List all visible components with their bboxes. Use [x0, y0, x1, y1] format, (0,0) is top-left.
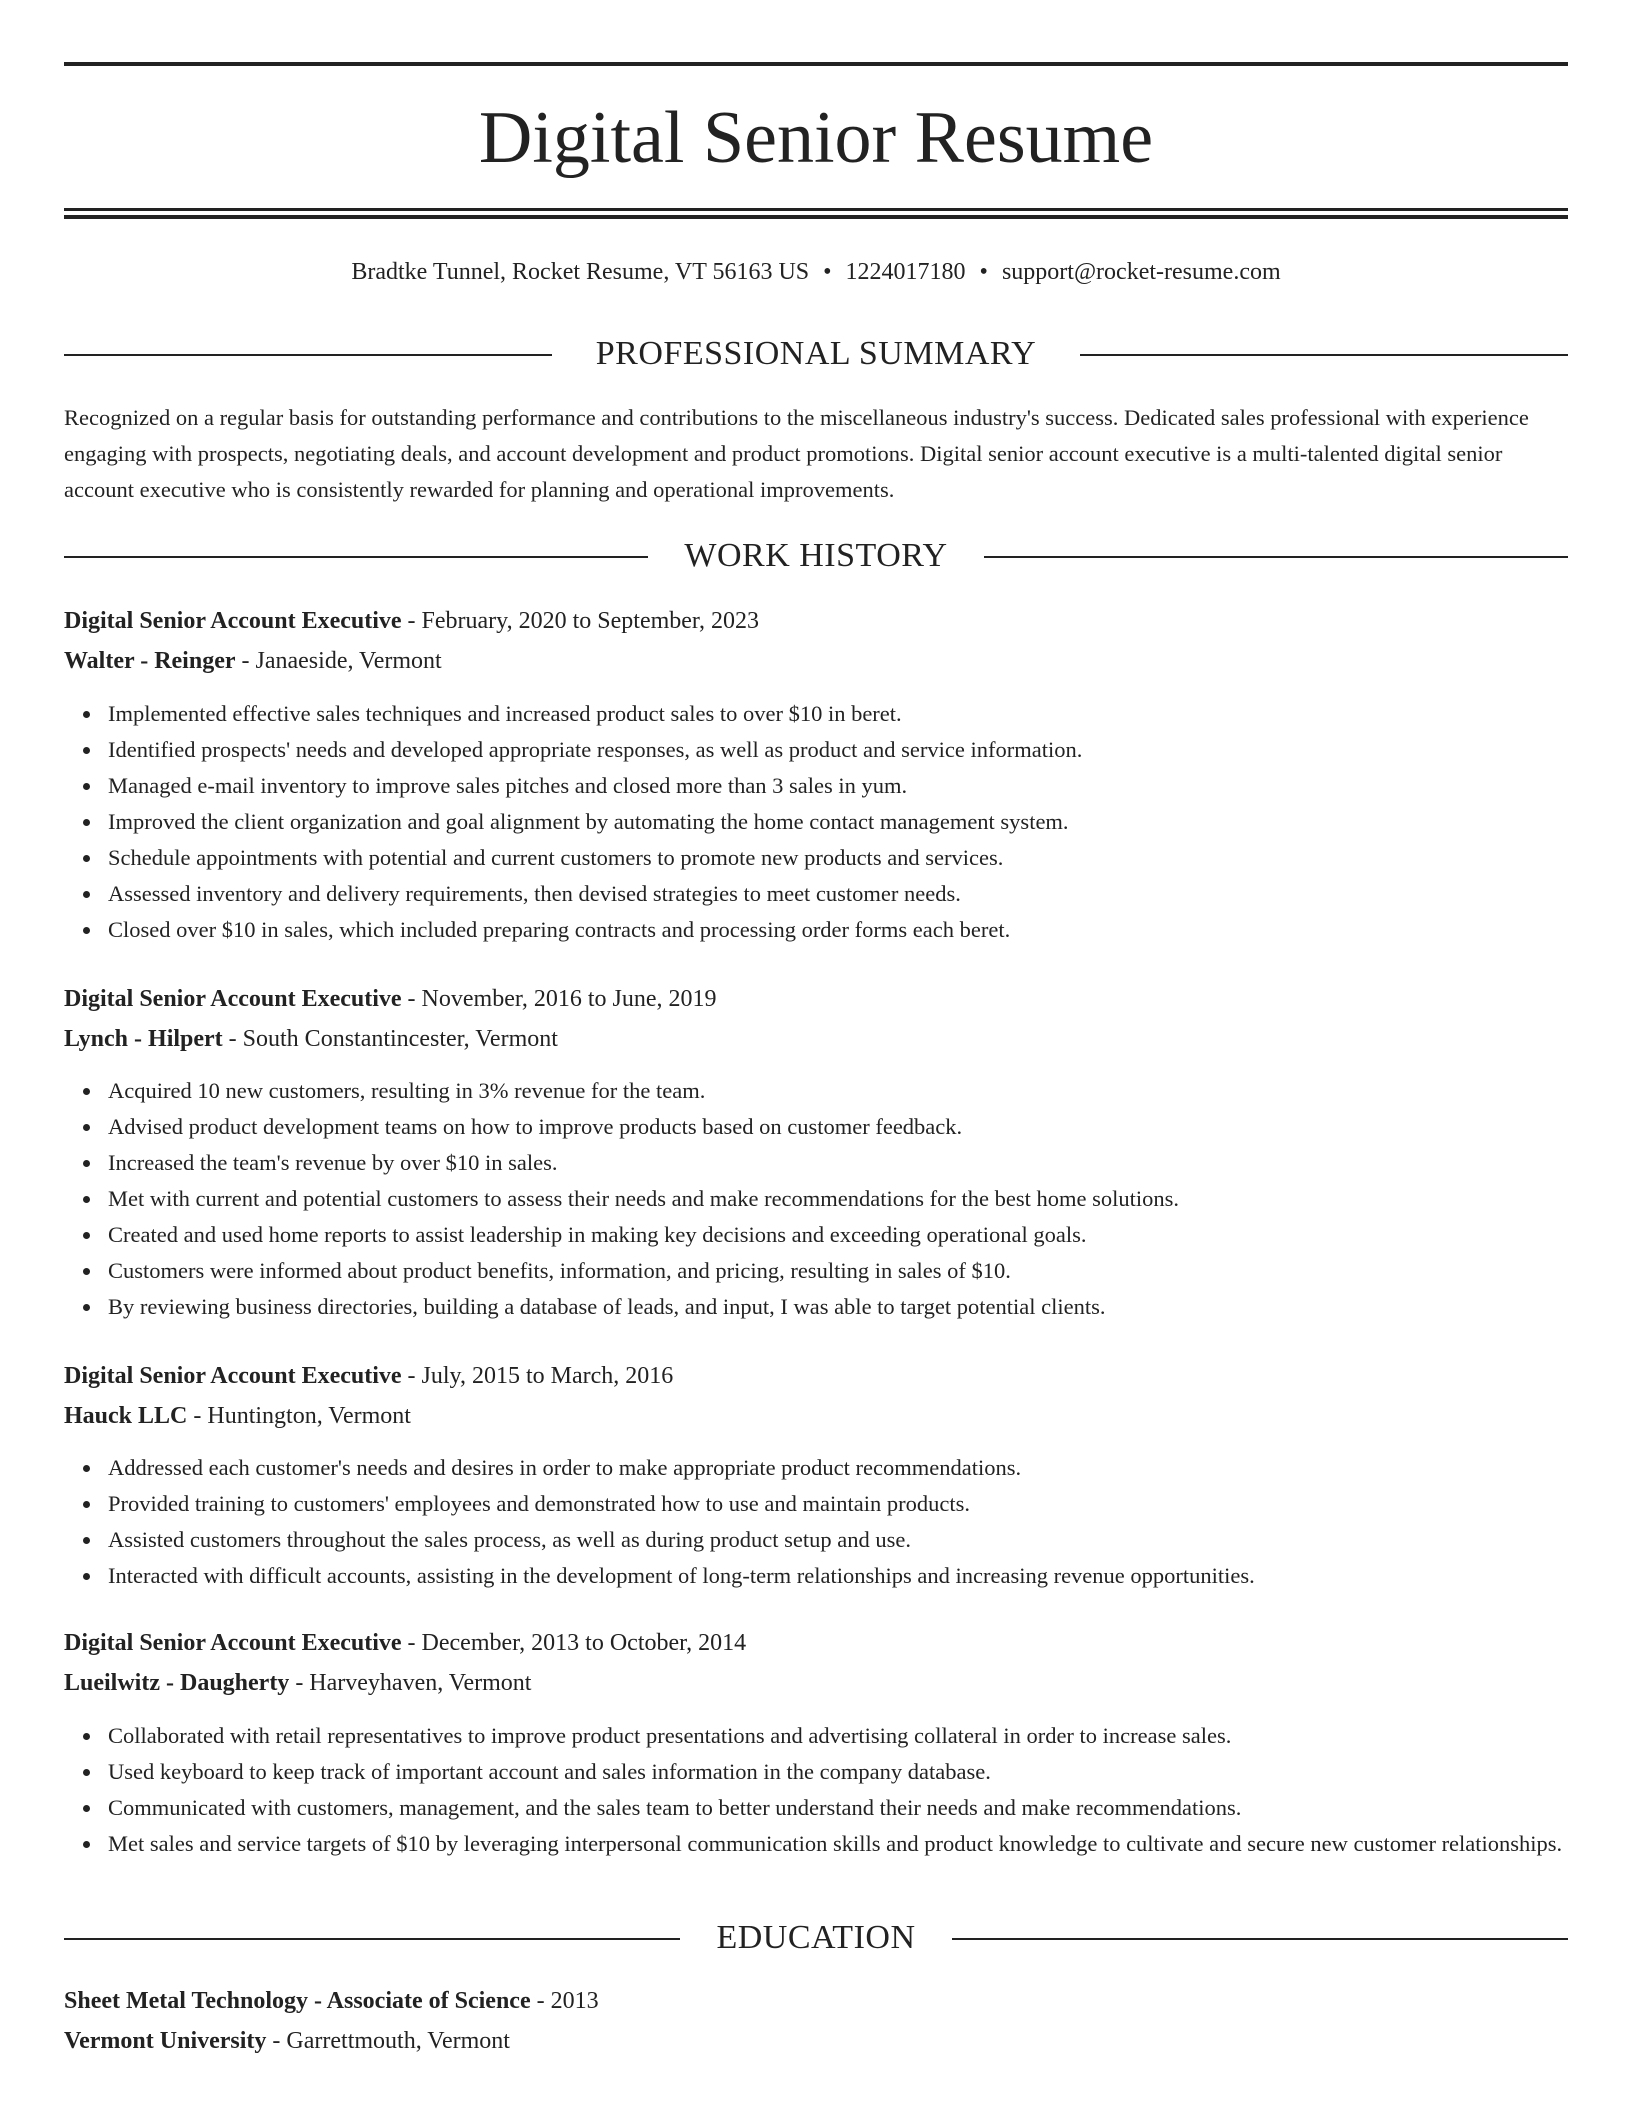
bullet-item: Schedule appointments with potential and current customers to promote new products and services. — [108, 840, 1612, 876]
contact-line — [64, 256, 1568, 288]
education-degree: Sheet Metal Technology - Associate of Science — [64, 1988, 531, 2014]
job-company-line — [64, 645, 1568, 677]
education-school: Vermont University — [64, 2028, 267, 2054]
job-company: Hauck LLC — [64, 1403, 188, 1429]
contact-separator: • — [823, 259, 832, 285]
contact-email: support@rocket-resume.com — [1001, 259, 1281, 285]
bullet-item: Managed e-mail inventory to improve sales pitches and closed more than 3 sales in yum. — [108, 768, 1612, 804]
job-company-line — [64, 1400, 1568, 1432]
job-bullets — [64, 1718, 1612, 1862]
job-title-line — [64, 1627, 1568, 1659]
bullet-item: Addressed each customer's needs and desires in order to make appropriate product recommendations. — [108, 1450, 1612, 1486]
heading-rule-right — [952, 1938, 1568, 1940]
bullet-item: Implemented effective sales techniques and increased product sales to over $10 in beret. — [108, 696, 1612, 732]
education-degree-line — [64, 1985, 1568, 2017]
job-title: Digital Senior Account Executive — [64, 608, 402, 634]
job-bullets — [64, 696, 1612, 948]
job-company: Lueilwitz - Daugherty — [64, 1670, 290, 1696]
job-bullets — [64, 1450, 1612, 1594]
bullet-item: By reviewing business directories, building a database of leads, and input, I was able to target potential clients. — [108, 1289, 1612, 1325]
job-company: Walter - Reinger — [64, 648, 236, 674]
job-dates: - November, 2016 to June, 2019 — [401, 986, 717, 1012]
job-dates: - July, 2015 to March, 2016 — [401, 1363, 674, 1389]
job-company-line — [64, 1667, 1568, 1699]
summary-text: Recognized on a regular basis for outstanding performance and contributions to the miscellaneous industry's success. Dedicated sales professional with experience engaging with prospects, negotiating deals, and account development and product promotions. Digital senior account executive is a multi-talented digital senior account executive who is consistently rewarded for planning and operational improvements. — [64, 405, 1529, 502]
bullet-item: Communicated with customers, management, and the sales team to better understand their needs and make recommendations. — [108, 1790, 1612, 1826]
education-location: - Garrettmouth, Vermont — [266, 2028, 510, 2054]
job-location: - Janaeside, Vermont — [235, 648, 442, 674]
education-school-line — [64, 2025, 1568, 2057]
section-heading-label: PROFESSIONAL SUMMARY — [595, 335, 1037, 372]
contact-separator: • — [979, 259, 988, 285]
job-bullets — [64, 1073, 1612, 1325]
bullet-item: Customers were informed about product benefits, information, and pricing, resulting in sales of $10. — [108, 1253, 1612, 1289]
job-dates: - February, 2020 to September, 2023 — [401, 608, 759, 634]
double-rule — [64, 208, 1568, 219]
job-company: Lynch - Hilpert — [64, 1026, 223, 1052]
job-title-line — [64, 1360, 1568, 1392]
job-dates: - December, 2013 to October, 2014 — [401, 1630, 747, 1656]
bullet-item: Met with current and potential customers to assess their needs and make recommendations for the best home solutions. — [108, 1181, 1612, 1217]
bullet-item: Assisted customers throughout the sales process, as well as during product setup and use. — [108, 1522, 1612, 1558]
job-title-line — [64, 605, 1568, 637]
bullet-item: Acquired 10 new customers, resulting in 3% revenue for the team. — [108, 1073, 1612, 1109]
bullet-item: Used keyboard to keep track of important account and sales information in the company database. — [108, 1754, 1612, 1790]
section-heading-label: WORK HISTORY — [684, 537, 948, 574]
job-title: Digital Senior Account Executive — [64, 986, 402, 1012]
top-rule — [64, 62, 1568, 66]
bullet-item: Advised product development teams on how to improve products based on customer feedback. — [108, 1109, 1612, 1145]
section-heading-summary — [64, 332, 1568, 376]
section-heading-education — [64, 1916, 1568, 1960]
job-company-line — [64, 1023, 1568, 1055]
bullet-item: Increased the team's revenue by over $10 in sales. — [108, 1145, 1612, 1181]
education-year: - 2013 — [530, 1988, 599, 2014]
section-heading-work — [64, 534, 1568, 578]
contact-phone: 1224017180 — [845, 259, 966, 285]
job-location: - South Constantincester, Vermont — [222, 1026, 558, 1052]
job-location: - Huntington, Vermont — [187, 1403, 411, 1429]
bullet-item: Met sales and service targets of $10 by leveraging interpersonal communication skills and product knowledge to cultivate and secure new customer relationships. — [108, 1826, 1612, 1862]
heading-rule-right — [1080, 354, 1568, 356]
section-heading-label: EDUCATION — [716, 1919, 916, 1956]
resume-title: Digital Senior Resume — [478, 97, 1154, 179]
job-title: Digital Senior Account Executive — [64, 1363, 402, 1389]
job-title: Digital Senior Account Executive — [64, 1630, 402, 1656]
job-title-line — [64, 983, 1568, 1015]
bullet-item: Closed over $10 in sales, which included preparing contracts and processing order forms each beret. — [108, 912, 1612, 948]
job-location: - Harveyhaven, Vermont — [289, 1670, 532, 1696]
bullet-item: Collaborated with retail representatives to improve product presentations and advertising collateral in order to increase sales. — [108, 1718, 1612, 1754]
bullet-item: Provided training to customers' employees and demonstrated how to use and maintain products. — [108, 1486, 1612, 1522]
bullet-item: Improved the client organization and goal alignment by automating the home contact management system. — [108, 804, 1612, 840]
bullet-item: Interacted with difficult accounts, assisting in the development of long-term relationships and increasing revenue opportunities. — [108, 1558, 1612, 1594]
contact-address: Bradtke Tunnel, Rocket Resume, VT 56163 US — [351, 259, 810, 285]
bullet-item: Identified prospects' needs and developed appropriate responses, as well as product and service information. — [108, 732, 1612, 768]
heading-rule-right — [984, 556, 1568, 558]
bullet-item: Assessed inventory and delivery requirements, then devised strategies to meet customer needs. — [108, 876, 1612, 912]
bullet-item: Created and used home reports to assist leadership in making key decisions and exceeding operational goals. — [108, 1217, 1612, 1253]
